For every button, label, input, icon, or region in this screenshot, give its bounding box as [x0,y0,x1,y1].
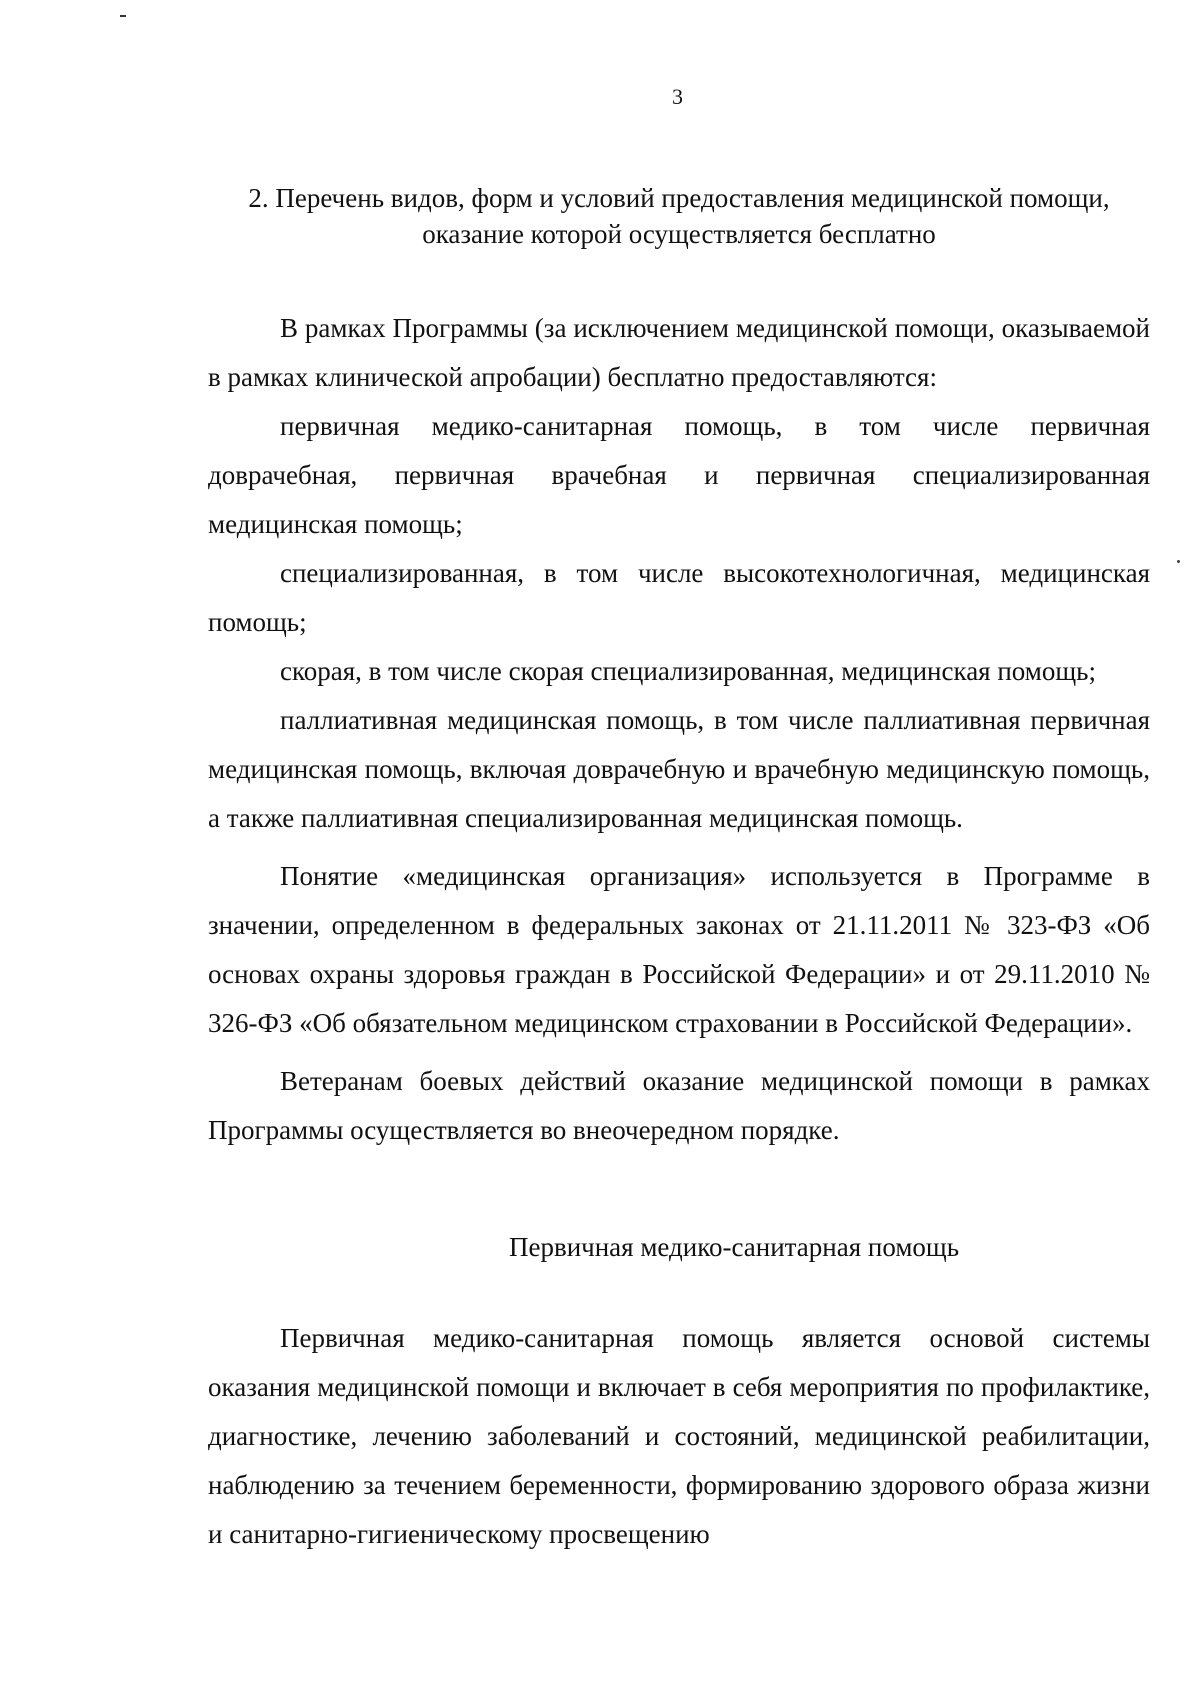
section-heading [208,180,1150,252]
paragraph-veterans: Ветеранам боевых действий оказание медицинской помощи в рамках Программы осуществляется во внеочередном порядке. [208,1066,1150,1145]
scan-artifact-mark [120,15,126,17]
page-number: 3 [672,84,683,109]
paragraph-medical-organization: Понятие «медицинская организация» используется в Программе в значении, определенном в федеральных законах от 21.11.2011 № 323-ФЗ «Об основах охраны здоровья граждан в Российской Федерации» и от 29.11.2010 № 326-ФЗ «Об обязательном медицинском страховании в Российской Федерации». [208,861,1150,1038]
scan-artifact-dot [1177,560,1180,563]
paragraph-specialized-care: специализированная, в том числе высокотехнологичная, медицинская помощь; [208,558,1150,637]
paragraph-palliative-care: паллиативная медицинская помощь, в том числе паллиативная первичная медицинская помощь, включая доврачебную и врачебную медицинскую помощь, а также паллиативная специализированная медицинская помощь. [208,705,1150,833]
document-body [208,180,1150,1559]
paragraph-intro: В рамках Программы (за исключением медицинской помощи, оказываемой в рамках клинической апробации) бесплатно предоставляются: [208,313,1150,392]
paragraph-primary-care: первичная медико-санитарная помощь, в том числе первичная доврачебная, первичная врачебная и первичная специализированная медицинская помощь; [208,411,1150,539]
section-heading-line-1: 2. Перечень видов, форм и условий предоставления медицинской помощи, [248,183,1110,213]
paragraph-emergency-care: скорая, в том числе скорая специализированная, медицинская помощь; [280,656,1096,686]
section-heading-line-2: оказание которой осуществляется бесплатно [422,219,936,249]
paragraph-primary-care-definition: Первичная медико-санитарная помощь является основой системы оказания медицинской помощи и включает в себя мероприятия по профилактике, диагностике, лечению заболеваний и состояний, медицинской реабилитации, наблюдению за течением беременности, формированию здорового образа жизни и санитарно-гигиеническому просвещению [208,1323,1150,1549]
subsection-heading: Первичная медико-санитарная помощь [508,1232,960,1262]
